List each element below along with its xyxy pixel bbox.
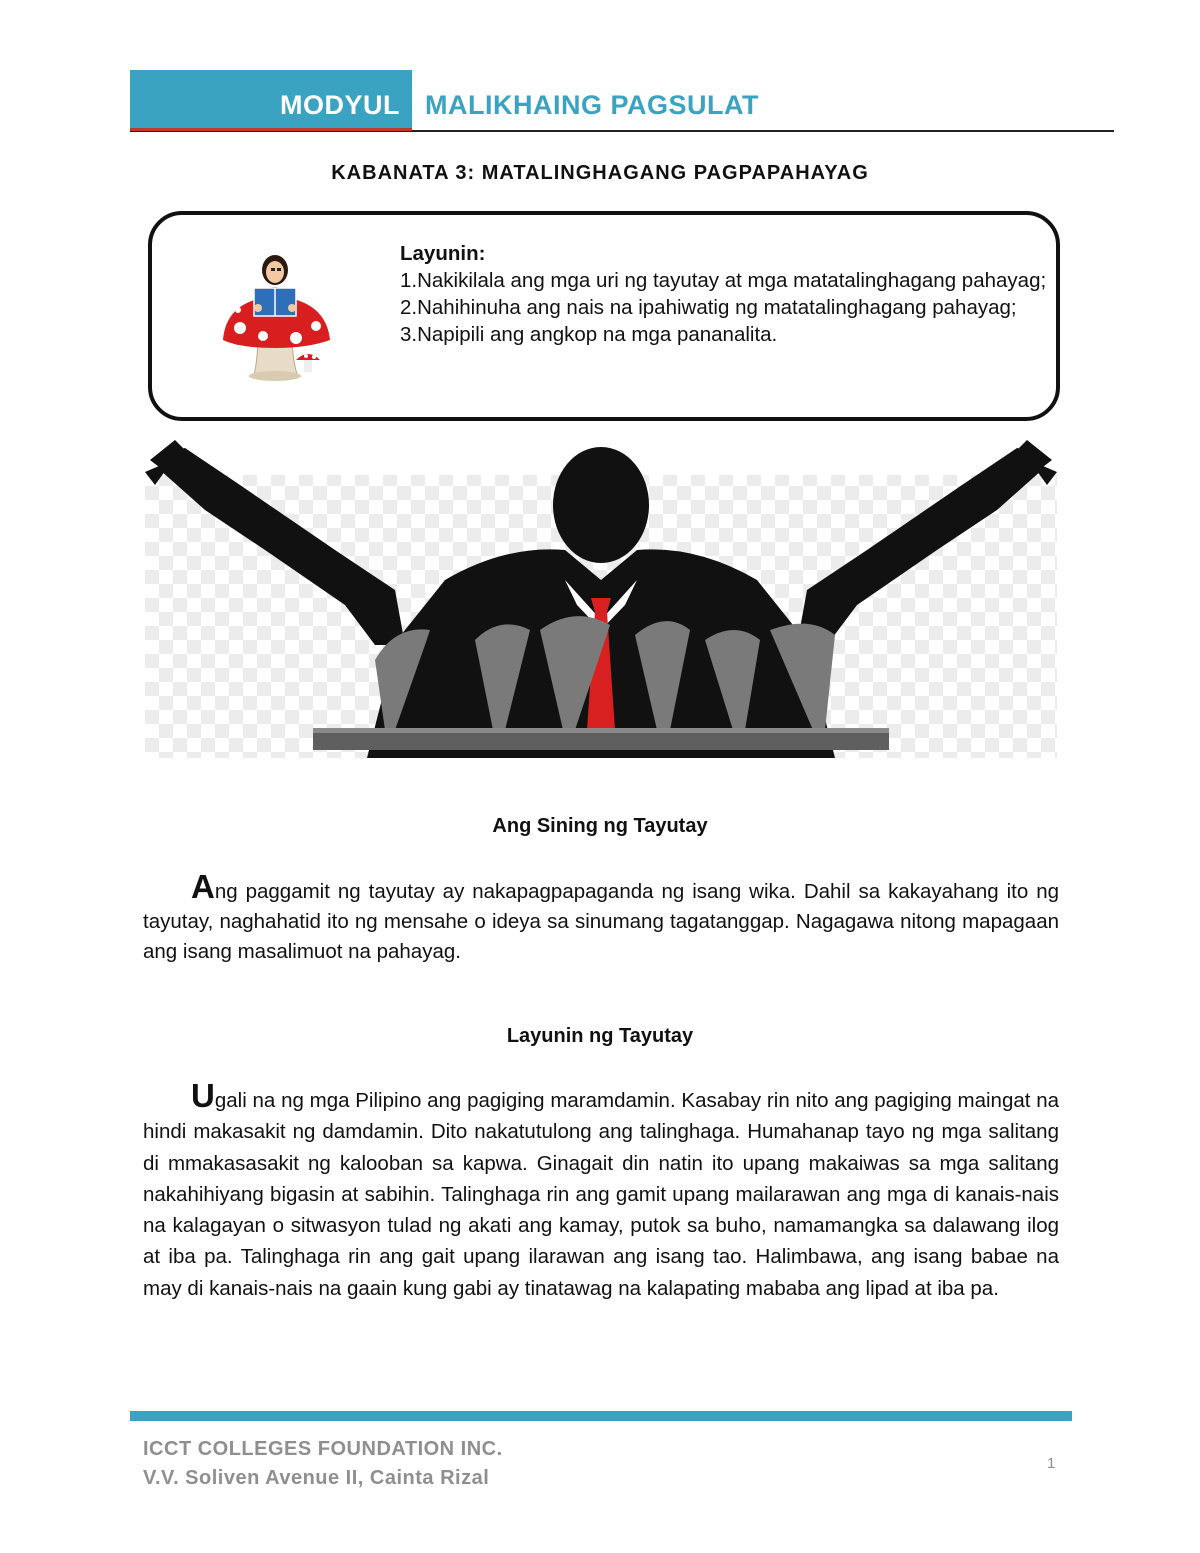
paragraph-sining xyxy=(143,868,1059,967)
paragraph-layunin xyxy=(143,1077,1059,1304)
objectives-title: Layunin: xyxy=(400,242,486,265)
section-title-layunin: Layunin ng Tayutay xyxy=(506,1025,694,1047)
header-subject-title: MALIKHAING PAGSULAT xyxy=(425,90,759,120)
page-number: 1 xyxy=(1047,1455,1056,1472)
speaker-silhouette-illustration xyxy=(145,430,1057,758)
paragraph-layunin-text: gali na ng mga Pilipino ang pagiging maramdamin. Kasabay rin nito ang pagiging maingat na hindi makasakit ng damdamin. Dito nakatutulong ang talinghaga. Humahanap tayo ng mga salitang di mmakasasakit ng kalooban sa kapwa. Ginagait din natin ito upang makaiwas sa mga salitang nakahihiyang bigasin at sabihin. Talinghaga rin ang gamit upang mailarawan ang mga di kanais-nais na kalagayan o sitwasyon tulad ng akati ang kamay, putok sa buho, namamangka sa dalawang ilog at iba pa. Talinghaga rin ang gait upang ilarawan ang isang tao. Halimbawa, ang isang babae na may di kanais-nais na gaain kung gabi ay tinatawag na kalapating mababa ang lipad at iba pa. xyxy=(143,1089,1059,1300)
reading-girl-on-mushroom-icon xyxy=(218,248,338,383)
header-modyul-label: MODYUL xyxy=(280,90,400,120)
section-title-sining: Ang Sining ng Tayutay xyxy=(492,815,708,837)
footer-accent-bar xyxy=(130,1411,1072,1421)
objective-item-3: 3.Napipili ang angkop na mga pananalita. xyxy=(400,323,778,346)
footer-organization: ICCT COLLEGES FOUNDATION INC. xyxy=(143,1438,503,1460)
paragraph-sining-text: ng paggamit ng tayutay ay nakapagpapaganda ng isang wika. Dahil sa kakayahang ito ng tayutay, naghahatid ito ng mensahe o ideya sa sinumang tagatanggap. Nagagawa nitong mapagaan ang isang masalimuot na pahayag. xyxy=(143,880,1059,963)
objectives-text xyxy=(400,240,1050,348)
dropcap-a: A xyxy=(191,868,215,905)
objective-item-1: 1.Nakikilala ang mga uri ng tayutay at mga matatalinghagang pahayag; xyxy=(400,269,1047,292)
objective-item-2: 2.Nahihinuha ang nais na ipahiwatig ng matatalinghagang pahayag; xyxy=(400,296,1017,319)
footer-address: V.V. Soliven Avenue II, Cainta Rizal xyxy=(143,1467,490,1489)
dropcap-u: U xyxy=(191,1077,215,1114)
chapter-title: KABANATA 3: MATALINGHAGANG PAGPAPAHAYAG xyxy=(331,162,869,184)
header-red-accent-line xyxy=(130,128,412,131)
